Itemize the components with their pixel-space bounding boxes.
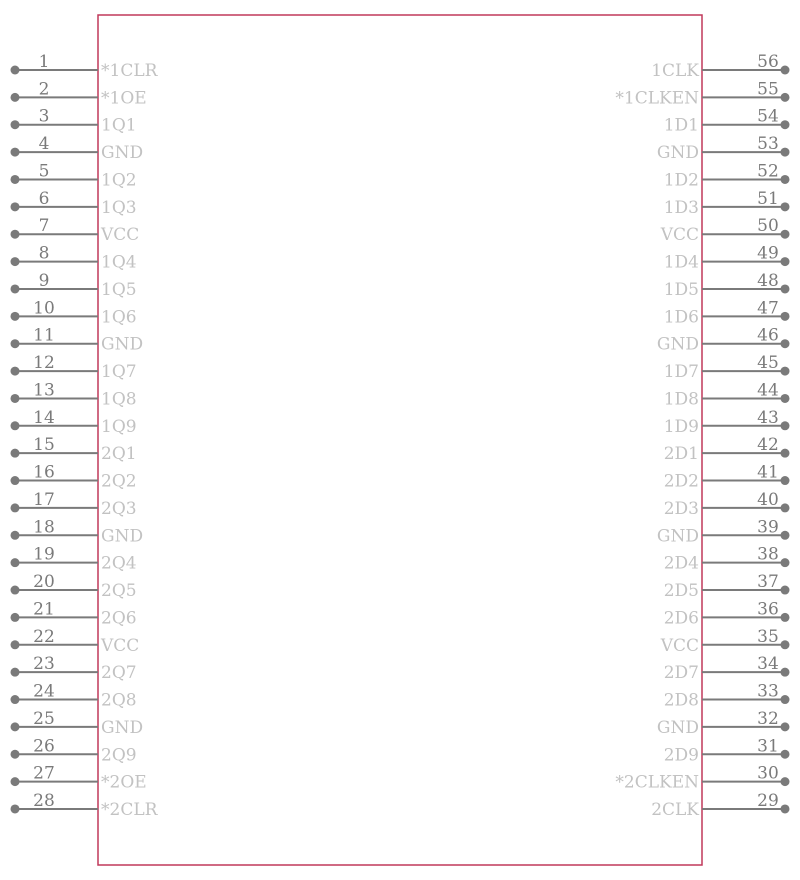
pin-endpoint-dot xyxy=(11,750,20,759)
pin-endpoint-dot xyxy=(781,668,790,677)
pin-endpoint-dot xyxy=(781,257,790,266)
pin-endpoint-dot xyxy=(11,722,20,731)
pin-14 xyxy=(11,408,137,437)
pin-endpoint-dot xyxy=(11,284,20,293)
pin-endpoint-dot xyxy=(11,339,20,348)
pin-name: 1D7 xyxy=(663,362,699,383)
pin-name: 2Q1 xyxy=(101,444,137,465)
pin-endpoint-dot xyxy=(781,312,790,321)
pin-number: 36 xyxy=(757,599,779,620)
pin-7 xyxy=(11,216,140,245)
pin-number: 35 xyxy=(757,626,779,647)
pin-name: GND xyxy=(101,526,144,547)
pin-number: 42 xyxy=(757,435,779,456)
pin-16 xyxy=(11,463,137,492)
pin-name: GND xyxy=(656,526,699,547)
pin-endpoint-dot xyxy=(781,367,790,376)
pin-endpoint-dot xyxy=(781,586,790,595)
pin-number: 39 xyxy=(757,517,779,538)
pin-number: 25 xyxy=(33,708,55,729)
pin-22 xyxy=(11,627,140,656)
pin-8 xyxy=(11,244,137,273)
pin-3 xyxy=(11,107,137,136)
pin-name: *1CLR xyxy=(101,61,158,81)
pin-number: 43 xyxy=(757,407,779,428)
pin-number: 14 xyxy=(33,407,55,428)
pin-number: 51 xyxy=(757,188,779,209)
pin-endpoint-dot xyxy=(781,202,790,211)
pin-endpoint-dot xyxy=(781,777,790,786)
pin-42 xyxy=(664,435,790,464)
pin-38 xyxy=(664,545,790,574)
pin-name: 1Q9 xyxy=(101,416,137,437)
pin-name: 2D8 xyxy=(663,690,699,711)
pin-name: *2CLKEN xyxy=(615,772,699,793)
pin-name: VCC xyxy=(101,225,140,246)
pin-9 xyxy=(11,271,137,300)
pin-13 xyxy=(11,380,137,409)
pin-number: 34 xyxy=(757,654,779,675)
pin-endpoint-dot xyxy=(781,421,790,430)
pin-name: 1D5 xyxy=(663,279,699,300)
pin-endpoint-dot xyxy=(781,476,790,485)
pin-number: 3 xyxy=(38,106,50,127)
pin-endpoint-dot xyxy=(781,339,790,348)
pin-number: 1 xyxy=(38,52,50,72)
pin-endpoint-dot xyxy=(781,695,790,704)
pin-number: 38 xyxy=(757,544,779,565)
pin-endpoint-dot xyxy=(11,367,20,376)
pin-number: 9 xyxy=(38,270,50,291)
pin-name: 1D8 xyxy=(663,389,699,410)
pin-number: 46 xyxy=(757,325,779,346)
pin-25 xyxy=(11,709,144,738)
pin-name: 1Q3 xyxy=(101,197,137,218)
pin-name: 2Q8 xyxy=(101,690,137,711)
pin-number: 29 xyxy=(757,790,779,811)
pin-name: 2D5 xyxy=(663,581,699,602)
pin-number: 7 xyxy=(38,216,50,237)
pin-name: 1Q7 xyxy=(101,362,137,383)
pin-number: 5 xyxy=(38,161,50,182)
pin-endpoint-dot xyxy=(781,503,790,512)
pin-name: 2Q2 xyxy=(101,471,137,492)
pin-54 xyxy=(664,107,790,136)
pin-endpoint-dot xyxy=(781,558,790,567)
pin-6 xyxy=(11,189,137,218)
pin-51 xyxy=(664,189,790,218)
pin-number: 33 xyxy=(757,681,779,702)
pin-name: 2Q5 xyxy=(101,581,137,602)
pin-name: 2Q3 xyxy=(101,498,137,519)
pin-number: 56 xyxy=(757,52,779,72)
pin-number: 26 xyxy=(33,736,55,757)
pin-number: 49 xyxy=(757,243,779,264)
pin-number: 11 xyxy=(33,325,55,346)
pin-name: GND xyxy=(101,717,144,738)
pin-number: 47 xyxy=(757,298,779,319)
pin-endpoint-dot xyxy=(11,449,20,458)
pin-endpoint-dot xyxy=(781,93,790,102)
pin-endpoint-dot xyxy=(11,202,20,211)
pin-endpoint-dot xyxy=(11,120,20,129)
ic-body-outline xyxy=(98,15,702,865)
pin-18 xyxy=(11,517,144,546)
pin-28 xyxy=(11,791,159,820)
pin-number: 15 xyxy=(33,435,55,456)
pin-number: 21 xyxy=(33,599,55,620)
pin-name: *1CLKEN xyxy=(615,88,699,109)
pin-number: 28 xyxy=(33,790,55,811)
pin-name: 1CLK xyxy=(651,61,699,81)
pin-48 xyxy=(664,271,790,300)
pin-endpoint-dot xyxy=(11,421,20,430)
pin-37 xyxy=(664,572,790,601)
pin-number: 8 xyxy=(38,243,50,264)
pin-number: 10 xyxy=(33,298,55,319)
pin-number: 16 xyxy=(33,462,55,483)
pin-15 xyxy=(11,435,137,464)
pin-number: 13 xyxy=(33,380,55,401)
pin-endpoint-dot xyxy=(781,394,790,403)
pin-number: 50 xyxy=(757,216,779,237)
pin-endpoint-dot xyxy=(11,558,20,567)
pin-name: GND xyxy=(101,143,144,164)
pin-endpoint-dot xyxy=(781,613,790,622)
pin-name: VCC xyxy=(101,635,140,656)
pin-name: 1D1 xyxy=(663,115,699,136)
pin-17 xyxy=(11,490,137,519)
pin-name: GND xyxy=(101,334,144,355)
left-pin-group xyxy=(11,52,159,820)
pin-endpoint-dot xyxy=(781,66,790,75)
pin-number: 19 xyxy=(33,544,55,565)
pin-53 xyxy=(657,134,790,163)
pin-endpoint-dot xyxy=(11,777,20,786)
pin-endpoint-dot xyxy=(11,668,20,677)
pin-endpoint-dot xyxy=(11,476,20,485)
pin-number: 52 xyxy=(757,161,779,182)
pin-36 xyxy=(664,599,790,628)
pin-number: 48 xyxy=(757,270,779,291)
pin-40 xyxy=(664,490,790,519)
pin-name: 2D4 xyxy=(663,553,699,574)
pin-endpoint-dot xyxy=(781,230,790,239)
pin-43 xyxy=(664,408,790,437)
pin-number: 24 xyxy=(33,681,55,702)
pin-endpoint-dot xyxy=(11,312,20,321)
pin-endpoint-dot xyxy=(11,586,20,595)
pin-endpoint-dot xyxy=(781,722,790,731)
pin-name: *2OE xyxy=(101,772,147,793)
pin-31 xyxy=(664,736,790,765)
pin-39 xyxy=(657,517,790,546)
pin-52 xyxy=(664,161,790,190)
pin-name: 2CLK xyxy=(651,799,699,820)
pin-26 xyxy=(11,736,137,765)
pin-name: 2D6 xyxy=(663,608,699,629)
pin-29 xyxy=(651,791,789,820)
pin-number: 27 xyxy=(33,763,55,784)
pin-endpoint-dot xyxy=(11,230,20,239)
pin-number: 54 xyxy=(757,106,779,127)
pin-endpoint-dot xyxy=(11,804,20,813)
pin-name: 2Q4 xyxy=(101,553,137,574)
pin-endpoint-dot xyxy=(11,695,20,704)
pin-35 xyxy=(660,627,790,656)
pin-endpoint-dot xyxy=(11,531,20,540)
pin-name: GND xyxy=(656,143,699,164)
pin-34 xyxy=(664,654,790,683)
pin-endpoint-dot xyxy=(781,750,790,759)
pin-47 xyxy=(664,298,790,327)
pin-number: 12 xyxy=(33,353,55,374)
pin-name: GND xyxy=(656,334,699,355)
pin-endpoint-dot xyxy=(11,503,20,512)
pin-32 xyxy=(657,709,790,738)
pin-number: 41 xyxy=(757,462,779,483)
pin-1 xyxy=(11,52,159,81)
pin-name: 1D9 xyxy=(663,416,699,437)
pin-12 xyxy=(11,353,137,382)
pin-number: 32 xyxy=(757,708,779,729)
pin-44 xyxy=(664,380,790,409)
pin-50 xyxy=(660,216,790,245)
pin-name: 2D3 xyxy=(663,498,699,519)
pin-name: 2D1 xyxy=(663,444,699,465)
pin-endpoint-dot xyxy=(781,640,790,649)
pin-endpoint-dot xyxy=(11,148,20,157)
pin-endpoint-dot xyxy=(11,613,20,622)
pin-name: 1Q4 xyxy=(101,252,137,273)
pin-name: 1Q1 xyxy=(101,115,137,136)
pin-24 xyxy=(11,682,137,711)
pin-21 xyxy=(11,599,137,628)
pin-number: 44 xyxy=(757,380,779,401)
pin-endpoint-dot xyxy=(11,93,20,102)
pin-4 xyxy=(11,134,144,163)
pin-name: 2Q7 xyxy=(101,663,137,684)
pin-name: *1OE xyxy=(101,88,147,109)
pin-49 xyxy=(664,244,790,273)
pin-name: 1Q2 xyxy=(101,170,137,191)
pin-name: 1D4 xyxy=(663,252,699,273)
pin-19 xyxy=(11,545,137,574)
pin-endpoint-dot xyxy=(781,804,790,813)
pin-number: 18 xyxy=(33,517,55,538)
pin-name: 2Q6 xyxy=(101,608,137,629)
pin-56 xyxy=(651,52,789,81)
pin-number: 17 xyxy=(33,489,55,510)
pin-endpoint-dot xyxy=(11,394,20,403)
pin-number: 55 xyxy=(757,79,779,100)
pin-number: 4 xyxy=(38,134,50,155)
pin-name: 1D6 xyxy=(663,307,699,328)
pin-name: VCC xyxy=(660,225,699,246)
pin-name: 2D2 xyxy=(663,471,699,492)
pin-endpoint-dot xyxy=(781,148,790,157)
pin-endpoint-dot xyxy=(11,175,20,184)
pin-number: 37 xyxy=(757,572,779,593)
pin-name: 1D3 xyxy=(663,197,699,218)
pin-number: 23 xyxy=(33,654,55,675)
pin-name: 1Q8 xyxy=(101,389,137,410)
pin-number: 30 xyxy=(757,763,779,784)
pin-5 xyxy=(11,161,137,190)
pin-number: 6 xyxy=(38,188,50,209)
pin-endpoint-dot xyxy=(11,257,20,266)
pin-number: 20 xyxy=(33,572,55,593)
pin-endpoint-dot xyxy=(11,66,20,75)
pin-endpoint-dot xyxy=(11,640,20,649)
pin-name: 1D2 xyxy=(663,170,699,191)
pin-name: 1Q5 xyxy=(101,279,137,300)
pin-name: 2D7 xyxy=(663,663,699,684)
pin-name: 2D9 xyxy=(663,745,699,766)
pin-number: 53 xyxy=(757,134,779,155)
pin-33 xyxy=(664,682,790,711)
pin-2 xyxy=(11,79,147,108)
pin-45 xyxy=(664,353,790,382)
pin-name: VCC xyxy=(660,635,699,656)
pin-endpoint-dot xyxy=(781,284,790,293)
pin-41 xyxy=(664,463,790,492)
pin-name: 1Q6 xyxy=(101,307,137,328)
pin-name: 2Q9 xyxy=(101,745,137,766)
pin-number: 2 xyxy=(38,79,50,100)
pin-10 xyxy=(11,298,137,327)
pin-endpoint-dot xyxy=(781,449,790,458)
pin-number: 22 xyxy=(33,626,55,647)
pin-endpoint-dot xyxy=(781,531,790,540)
pin-11 xyxy=(11,326,144,355)
pin-endpoint-dot xyxy=(781,175,790,184)
pin-46 xyxy=(657,326,790,355)
pin-27 xyxy=(11,764,147,793)
pin-number: 31 xyxy=(757,736,779,757)
pin-endpoint-dot xyxy=(781,120,790,129)
pin-23 xyxy=(11,654,137,683)
pin-number: 40 xyxy=(757,489,779,510)
pin-number: 45 xyxy=(757,353,779,374)
pin-20 xyxy=(11,572,137,601)
pin-name: GND xyxy=(656,717,699,738)
pin-name: *2CLR xyxy=(101,799,158,820)
